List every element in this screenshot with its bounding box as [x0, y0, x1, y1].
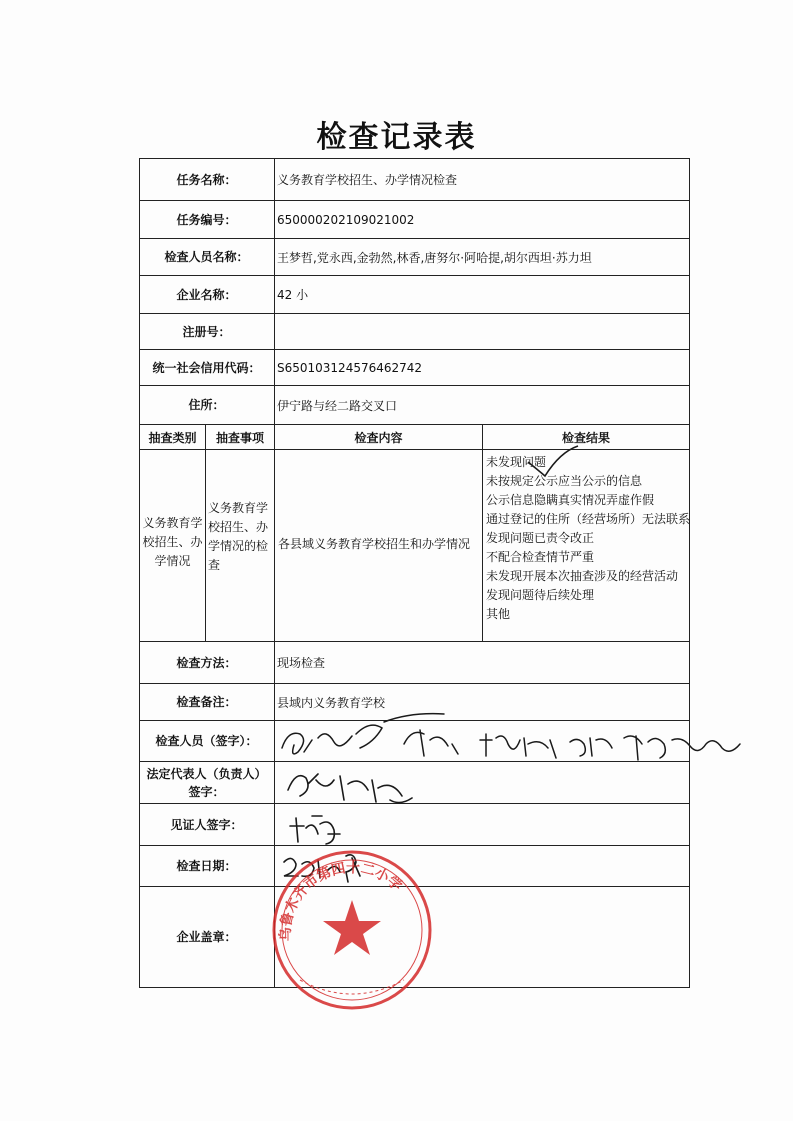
result-option: 通过登记的住所（经营场所）无法联系 — [486, 512, 691, 526]
column-divider — [482, 424, 483, 641]
header-category: 抽查类别 — [148, 430, 197, 445]
inspector-names-label: 检查人员名称： — [164, 250, 249, 264]
result-option: 发现问题已责令改正 — [486, 531, 595, 545]
header-result: 检查结果 — [561, 430, 610, 445]
category-cell: 义务教育学校招生、办学情况 — [142, 516, 203, 568]
inspector-names-value: 王梦哲,党永西,金勃然,林香,唐努尔·阿哈提,胡尔西坦·苏力坦 — [277, 250, 592, 265]
result-option: 公示信息隐瞒真实情况弄虚作假 — [486, 493, 655, 507]
task-number-value: 650000202109021002 — [277, 212, 415, 227]
legal-representative-label: 法定代表人（负责人）签字： — [146, 766, 267, 799]
item-cell: 义务教育学校招生、办学情况的检查 — [208, 501, 269, 572]
task-number-label: 任务编号： — [176, 212, 237, 227]
result-option: 未发现问题 — [486, 455, 547, 469]
inspector-signature-label: 检查人员（签字）： — [155, 734, 258, 748]
remark-value: 县域内义务教育学校 — [277, 695, 386, 710]
address-value: 伊宁路与经二路交叉口 — [277, 398, 398, 413]
method-value: 现场检查 — [277, 656, 326, 670]
company-name-label: 企业名称： — [176, 287, 237, 302]
column-divider — [274, 641, 275, 988]
address-label: 住所： — [188, 398, 225, 412]
registration-number-label: 注册号： — [182, 324, 231, 339]
credit-code-value: S650103124576462742 — [277, 360, 423, 375]
seal-label: 企业盖章： — [176, 930, 237, 944]
witness-label: 见证人签字： — [170, 817, 243, 832]
result-option: 发现问题待后续处理 — [486, 588, 595, 602]
task-name-value: 义务教育学校招生、办学情况检查 — [277, 173, 458, 187]
result-list — [486, 453, 689, 624]
column-divider — [274, 424, 275, 641]
registration-number-value — [277, 314, 687, 349]
company-name-value: 42 小 — [277, 288, 309, 302]
credit-code-label: 统一社会信用代码： — [152, 360, 261, 375]
result-option: 其他 — [486, 607, 511, 621]
header-content: 检查内容 — [354, 430, 403, 445]
result-option: 未按规定公示应当公示的信息 — [486, 474, 643, 488]
row-divider — [139, 449, 690, 450]
remark-label: 检查备注： — [176, 695, 237, 709]
task-name-label: 任务名称： — [176, 172, 237, 187]
column-divider — [205, 424, 206, 641]
row-divider — [139, 424, 690, 425]
header-item: 抽查事项 — [215, 430, 264, 445]
seal-text: 乌鲁木齐市第四十二小学 — [277, 860, 405, 942]
column-divider — [274, 158, 275, 449]
result-option: 未发现开展本次抽查涉及的经营活动 — [486, 569, 679, 583]
document-title: 检查记录表 — [316, 120, 477, 155]
date-label: 检查日期： — [176, 859, 237, 873]
method-label: 检查方法： — [176, 655, 237, 670]
content-cell: 各县域义务教育学校招生和办学情况 — [278, 537, 471, 551]
result-option: 不配合检查情节严重 — [486, 550, 595, 564]
